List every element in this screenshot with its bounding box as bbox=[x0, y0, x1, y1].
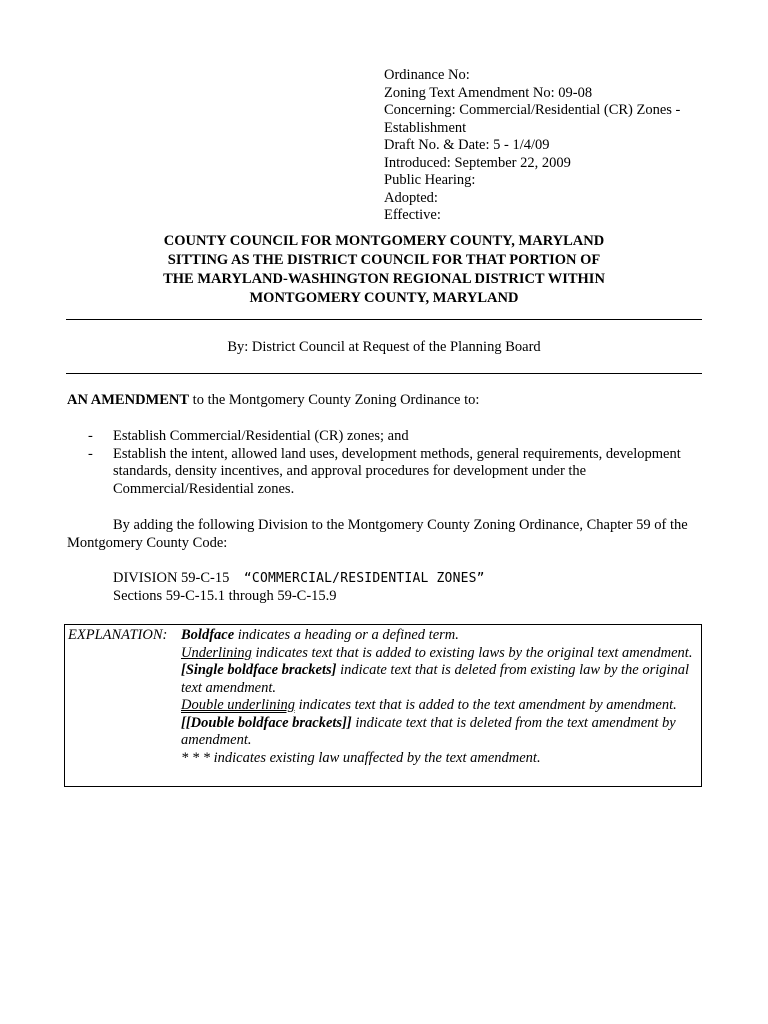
zoning-text-amendment-number: Zoning Text Amendment No: 09-08 bbox=[384, 84, 593, 101]
council-heading-line: COUNTY COUNCIL FOR MONTGOMERY COUNTY, MARYLAND bbox=[163, 233, 605, 249]
council-heading-line: MONTGOMERY COUNTY, MARYLAND bbox=[249, 290, 519, 306]
introduced-date: Introduced: September 22, 2009 bbox=[384, 154, 571, 171]
draft-number-date: Draft No. & Date: 5 - 1/4/09 bbox=[384, 137, 550, 153]
effective: Effective: bbox=[384, 207, 441, 223]
single-brackets-term: [Single boldface brackets] bbox=[181, 662, 337, 678]
public-hearing: Public Hearing: bbox=[384, 172, 476, 188]
council-heading bbox=[64, 232, 704, 308]
boldface-term: Boldface bbox=[181, 627, 235, 643]
dash-bullet: - bbox=[88, 445, 93, 462]
single-brackets-text: indicate text that is deleted from existing law by the original text amendment. bbox=[181, 662, 690, 696]
concerning-line-continued: Establishment bbox=[384, 119, 467, 136]
list-item-text: Establish the intent, allowed land uses, development methods, general requirements, development standards, density incentives, and approval procedures for development under the Commercial/Residential zones. bbox=[113, 445, 681, 497]
list-item bbox=[88, 446, 708, 499]
adopted: Adopted: bbox=[384, 189, 438, 206]
division-block bbox=[113, 570, 485, 605]
horizontal-rule-bottom bbox=[66, 373, 702, 374]
ordinance-header-block bbox=[384, 67, 724, 225]
division-sections: Sections 59-C-15.1 through 59-C-15.9 bbox=[113, 587, 337, 604]
council-heading-line: SITTING AS THE DISTRICT COUNCIL FOR THAT PORTION OF bbox=[167, 252, 601, 268]
explanation-boldface bbox=[181, 627, 699, 645]
double-underlining-text: indicates text that is added to the text amendment by amendment. bbox=[294, 697, 677, 713]
division-name: “COMMERCIAL/RESIDENTIAL ZONES” bbox=[243, 571, 485, 586]
list-item-text: Establish Commercial/Residential (CR) zones; and bbox=[113, 428, 409, 444]
double-brackets-text: indicate text that is deleted from the text amendment by amendment. bbox=[181, 714, 676, 748]
horizontal-rule-top bbox=[66, 319, 702, 320]
explanation-box bbox=[64, 624, 702, 787]
explanation-double-underlining bbox=[181, 697, 699, 715]
division-number: DIVISION 59-C-15 bbox=[113, 570, 230, 586]
concerning-line: Concerning: Commercial/Residential (CR) Zones - bbox=[384, 102, 681, 118]
ordinance-number: Ordinance No: bbox=[384, 67, 470, 83]
double-brackets-term: [[Double boldface brackets]] bbox=[181, 714, 352, 731]
underlining-term: Underlining bbox=[181, 644, 252, 661]
explanation-lines bbox=[181, 627, 699, 767]
amendment-intro-text: to the Montgomery County Zoning Ordinance to: bbox=[189, 392, 480, 408]
boldface-text: indicates a heading or a defined term. bbox=[234, 627, 459, 643]
amendment-lead: AN AMENDMENT bbox=[67, 392, 190, 408]
explanation-underlining bbox=[181, 645, 699, 663]
list-item bbox=[88, 428, 708, 446]
dash-bullet: - bbox=[88, 428, 93, 444]
explanation-label: EXPLANATION: bbox=[68, 627, 168, 643]
double-underlining-term: Double underlining bbox=[181, 697, 295, 713]
division-title bbox=[113, 570, 485, 588]
adding-paragraph: By adding the following Division to the Montgomery County Zoning Ordinance, Chapter 59 of the Montgomery County Code: bbox=[67, 517, 688, 551]
amendment-purpose-list bbox=[88, 428, 708, 498]
council-heading-line: THE MARYLAND-WASHINGTON REGIONAL DISTRICT WITHIN bbox=[163, 271, 605, 287]
explanation-asterisks: * * * indicates existing law unaffected by the text amendment. bbox=[181, 749, 541, 766]
explanation-single-brackets bbox=[181, 662, 699, 697]
underlining-text: indicates text that is added to existing laws by the original text amendment. bbox=[251, 644, 693, 661]
amendment-intro bbox=[67, 392, 479, 410]
explanation-double-brackets bbox=[181, 715, 699, 750]
by-line: By: District Council at Request of the Planning Board bbox=[227, 339, 541, 355]
